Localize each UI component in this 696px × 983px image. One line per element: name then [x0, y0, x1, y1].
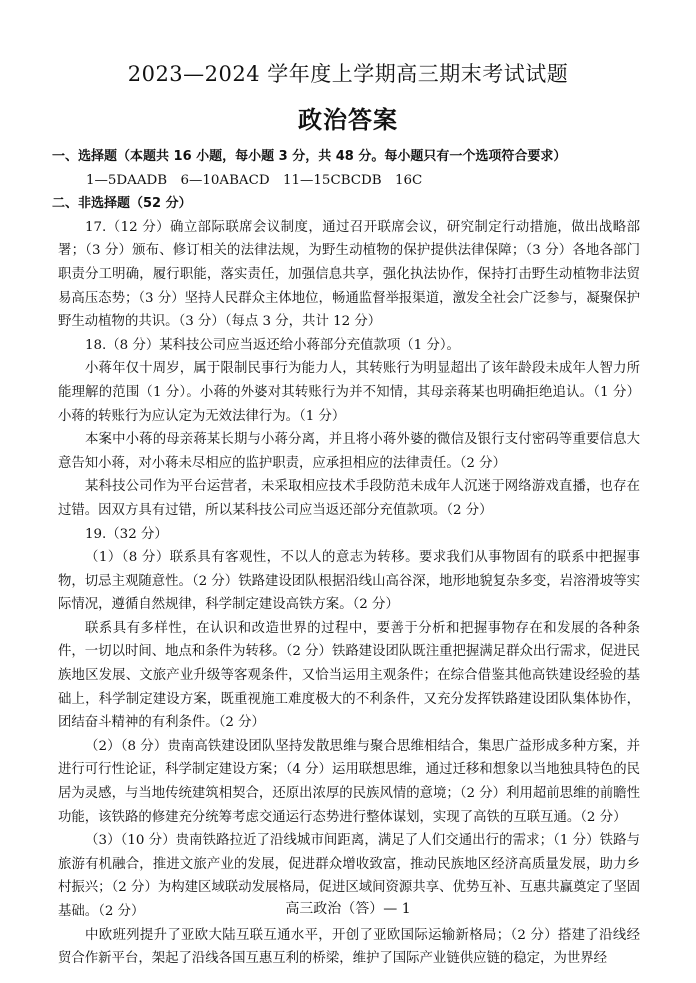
- answer-q17: 17.（12 分）确立部际联席会议制度，通过召开联席会议，研究制定行动措施，做出战略部署；（3 分）颁布、修订相关的法律法规，为野生动植物的保护提供法律保障；（3 分）各地各部门职责分工明确，履行职能，落实责任，加强信息共享，强化执法协作，保持打击野生动植物非法贸易高压态势；（3 分）坚持人民群众主体地位，畅通监督举报渠道，激发全社会广泛参与，凝聚保护野生动植物的共识。（3 分）（每点 3 分，共计 12 分）: [58, 219, 640, 330]
- page-footer: 高三政治（答）— 1: [285, 901, 411, 917]
- answer-q19-part-1b: 联系具有多样性，在认识和改造世界的过程中，要善于分析和把握事物存在和发展的各种条件，一切以时间、地点和条件为转移。（2 分）铁路建设团队既注重把握满足群众出行需求，促进民族地区发展、文旅产业升级等客观条件，又恰当运用主观条件；在综合借鉴其他高铁建设经验的基础上，科学制定建设方案，既重视施工难度极大的不利条件，又充分发挥铁路建设团队集体协作，团结奋斗精神的有利条件。（2 分）: [58, 620, 640, 731]
- answer-q18-para-2: 本案中小蒋的母亲蒋某长期与小蒋分离，并且将小蒋外婆的微信及银行支付密码等重要信息大意告知小蒋，对小蒋未尽相应的监护职责，应承担相应的法律责任。（2 分）: [58, 432, 640, 471]
- answer-q18-intro: 18.（8 分）某科技公司应当返还给小蒋部分充值款项（1 分）。: [85, 337, 460, 353]
- answer-q18-para-1: 小蒋年仅十周岁，属于限制民事行为能力人，其转账行为明显超出了该年龄段未成年人智力所能理解的范围（1 分）。小蒋的外婆对其转账行为并不知情，其母亲蒋某也明确拒绝追认。（1 分）小蒋的转账行为应认定为无效法律行为。（1 分）: [58, 361, 640, 424]
- section-2-heading: 二、非选择题（52 分）: [52, 196, 192, 212]
- section-1-heading: 一、选择题（本题共 16 小题，每小题 3 分，共 48 分。每小题只有一个选项符合要求）: [52, 149, 567, 164]
- answer-q18-para-3: 某科技公司作为平台运营者，未采取相应技术手段防范未成年人沉迷于网络游戏直播，也存在过错。因双方具有过错，所以某科技公司应当返还部分充值款项。（2 分）: [58, 479, 640, 518]
- exam-title: 2023—2024 学年度上学期高三期末考试试题: [127, 62, 569, 86]
- answer-q19-part-2: （2）（8 分）贵南高铁建设团队坚持发散思维与聚合思维相结合，集思广益形成多种方案，并进行可行性论证，科学制定建设方案；（4 分）运用联想思维，通过迁移和想象以当地独具特色的民居为灵感，与当地传统建筑相契合，还原出浓厚的民族风情的意境；（2 分）利用超前思维的前瞻性功能，该铁路的修建充分统筹考虑交通运行态势进行整体谋划，实现了高铁的互联互通。（2 分）: [58, 738, 640, 825]
- choice-answers: 1—5DAADB 6—10ABACD 11—15CBCDB 16C: [86, 172, 423, 188]
- answer-q19-intro: 19.（32 分）: [85, 526, 168, 542]
- answer-q19-part-3a: （3）（10 分）贵南铁路拉近了沿线城市间距离，满足了人们交通出行的需求；（1 分）铁路与旅游有机融合，推进文旅产业的发展，促进群众增收致富，推动民族地区经济高质量发展，助力乡村振兴；（2 分）为构建区域联动发展格局，促进区域间资源共享、优势互补、互惠共赢奠定了坚固基础。（2 分）: [58, 833, 640, 919]
- answer-subtitle: 政治答案: [298, 106, 398, 134]
- answer-q19-part-3b: 中欧班列提升了亚欧大陆互联互通水平，开创了亚欧国际运输新格局；（2 分）搭建了沿线经贸合作新平台，架起了沿线各国互惠互利的桥梁，维护了国际产业链供应链的稳定，为世界经: [58, 927, 640, 967]
- answer-q19-part-1a: （1）（8 分）联系具有客观性，不以人的意志为转移。要求我们从事物固有的联系中把握事物，切忌主观随意性。（2 分）铁路建设团队根据沿线山高谷深，地形地貌复杂多变，岩溶滑坡等实际情况，遵循自然规律，科学制定建设高铁方案。（2 分）: [58, 550, 640, 613]
- answer-content: [52, 145, 640, 971]
